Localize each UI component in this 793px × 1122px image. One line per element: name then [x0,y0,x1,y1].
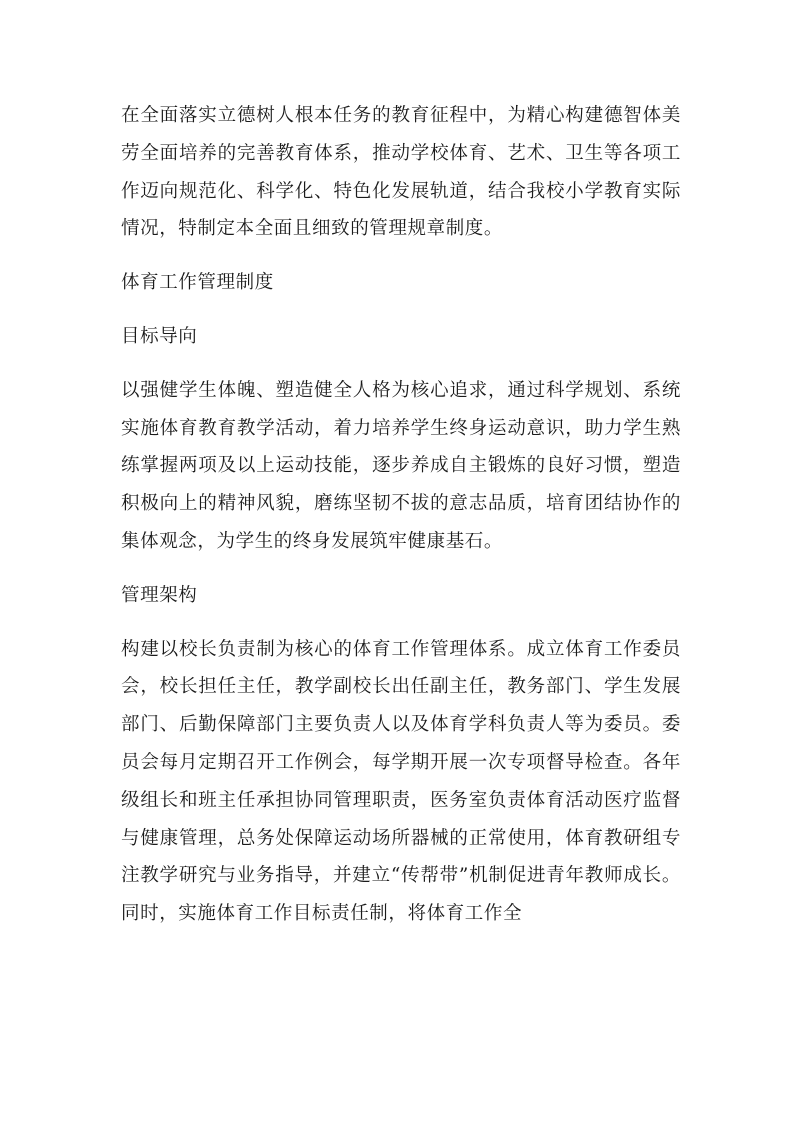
section-title: 体育工作管理制度 [121,272,274,294]
structure-heading: 管理架构 [121,584,198,606]
document-body [121,97,681,949]
goal-heading: 目标导向 [121,325,198,347]
goal-paragraph: 以强健学生体魄、塑造健全人格为核心追求，通过科学规划、系统实施体育教育教学活动，着力培养学生终身运动意识，助力学生熟练掌握两项及以上运动技能，逐步养成自主锻炼的良好习惯，塑造积极向上的精神风貌，磨练坚韧不拔的意志品质，培育团结协作的集体观念，为学生的终身发展筑牢健康基石。 [121,379,681,552]
structure-paragraph: 构建以校长负责制为核心的体育工作管理体系。成立体育工作委员会，校长担任主任，教学副校长出任副主任，教务部门、学生发展部门、后勤保障部门主要负责人以及体育学科负责人等为委员。委员会每月定期召开工作例会，每学期开展一次专项督导检查。各年级组长和班主任承担协同管理职责，医务室负责体育活动医疗监督与健康管理，总务处保障运动场所器械的正常使用，体育教研组专注教学研究与业务指导，并建立“传帮带”机制促进青年教师成长。同时，实施体育工作目标责任制，将体育工作全 [121,638,681,925]
intro-paragraph: 在全面落实立德树人根本任务的教育征程中，为精心构建德智体美劳全面培养的完善教育体系，推动学校体育、艺术、卫生等各项工作迈向规范化、科学化、特色化发展轨道，结合我校小学教育实际情况，特制定本全面且细致的管理规章制度。 [121,105,681,240]
